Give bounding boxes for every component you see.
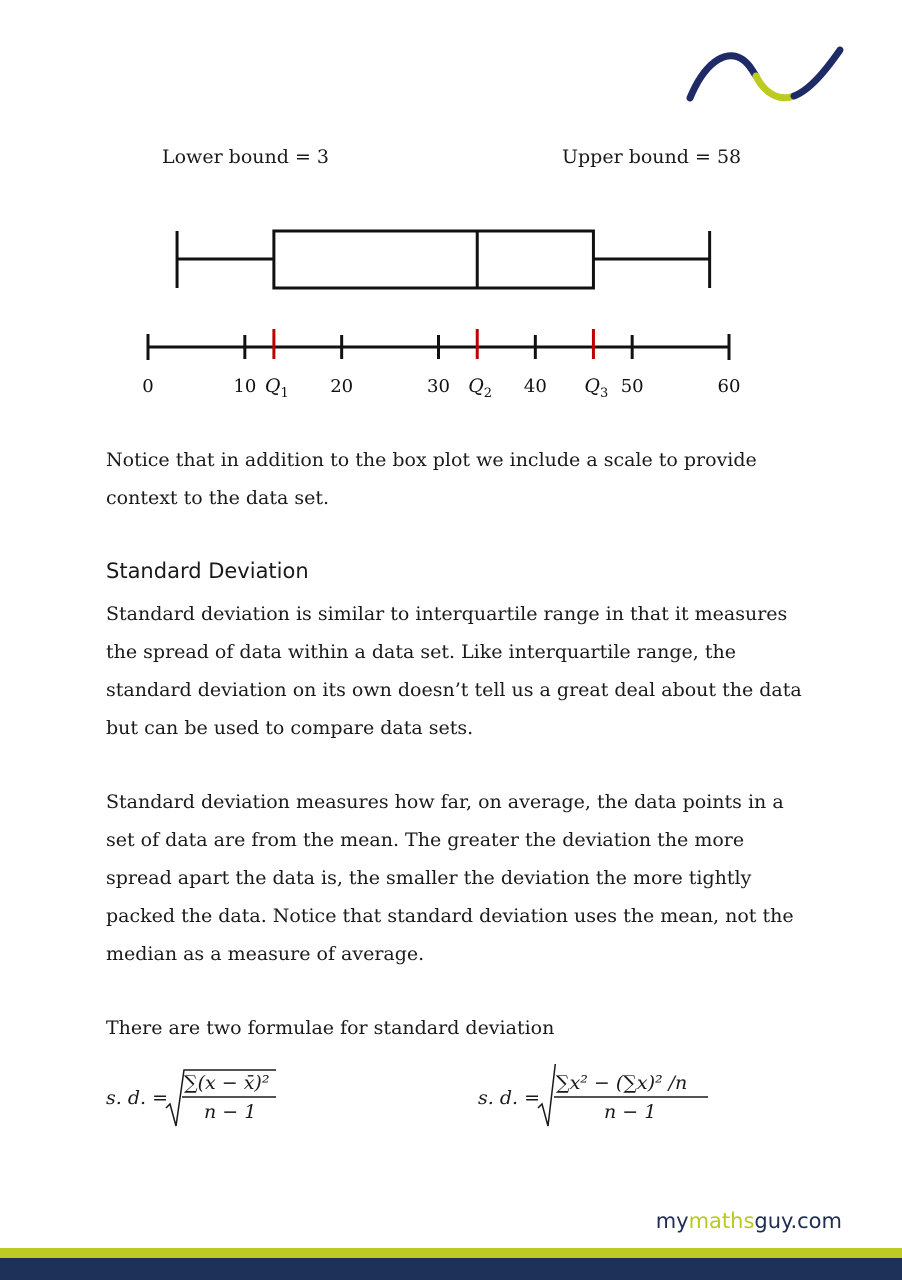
- footer-brand-prefix: my: [655, 1209, 689, 1233]
- quartile-subscript: 2: [483, 386, 493, 401]
- quartile-subscript: 1: [280, 386, 289, 401]
- formula-1-denominator: n − 1: [204, 1101, 257, 1123]
- quartile-subscript: 3: [600, 386, 609, 401]
- formula-2-lhs: s. d. =: [478, 1087, 540, 1109]
- sd-definition-paragraph: Standard deviation measures how far, on average, the data points in a set of data are from the mean. The greater the deviation the more spread apart the data is, the smaller the deviation the more tightly packed the data. Notice that standard deviation uses the mean, not the median as a measure of average.: [106, 791, 794, 965]
- formula-1-lhs: s. d. =: [106, 1087, 168, 1109]
- formula-2: [476, 1064, 726, 1139]
- scale-tick-label: 30: [427, 376, 450, 397]
- footer-brand: [656, 1209, 842, 1233]
- scale-tick-label: 40: [523, 376, 547, 397]
- upper-bound-label: Upper bound = 58: [562, 146, 742, 168]
- scale-tick-label: 20: [330, 376, 354, 397]
- scale-tick-label: 60: [717, 376, 741, 397]
- formulae-intro: There are two formulae for standard deviation: [106, 1017, 555, 1039]
- lower-bound-label: Lower bound = 3: [162, 146, 330, 168]
- footer-brand-suffix: guy.com: [754, 1209, 842, 1233]
- formula-2-svg: [476, 1064, 726, 1134]
- sd-intro-paragraph: Standard deviation is similar to interquartile range in that it measures the spread of data within a data set. Like interquartile range, the standard deviation on its own doesn’t tell us a great deal about the data but can be used to compare data sets.: [106, 603, 802, 739]
- notice-paragraph: Notice that in addition to the box plot we include a scale to provide context to the data set.: [106, 449, 757, 509]
- iqr-box: [274, 231, 594, 288]
- footer-stripe-green: [0, 1248, 902, 1258]
- section-heading: Standard Deviation: [106, 559, 309, 583]
- quartile-label: $Q_3$: [584, 375, 609, 401]
- formula-1-svg: [104, 1064, 294, 1134]
- scale-tick-label: 10: [233, 376, 257, 397]
- footer-brand-accent: maths: [688, 1209, 755, 1233]
- scale-tick-label: 0: [142, 376, 154, 397]
- box-plot: [0, 0, 902, 420]
- formula-2-denominator: n − 1: [604, 1101, 657, 1123]
- footer-stripe-navy: [0, 1258, 902, 1280]
- formula-2-numerator: ∑x² − (∑x)² /n: [556, 1072, 688, 1094]
- quartile-label: $Q_2$: [468, 375, 493, 401]
- scale-tick-label: 50: [620, 376, 644, 397]
- quartile-label: $Q_1$: [264, 375, 289, 401]
- formula-1: [104, 1064, 294, 1139]
- formula-1-numerator: ∑(x − x̄)²: [184, 1072, 270, 1094]
